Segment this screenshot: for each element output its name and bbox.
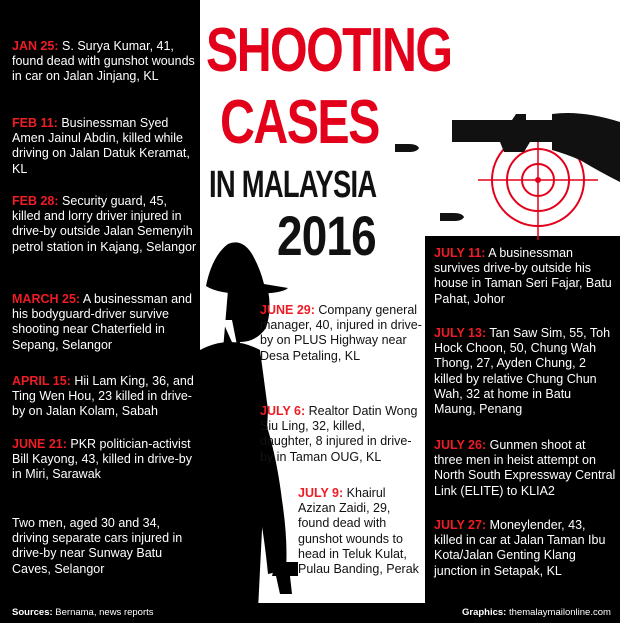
case-text: Moneylender, 43, killed in car at Jalan Taman Ibu Kota/Jalan Genting Klang junction in Setapak, KL (434, 518, 606, 578)
case-date: APRIL 15: (12, 374, 71, 388)
sources-label: Sources: (12, 607, 53, 618)
case-entry (12, 516, 197, 577)
case-entry (12, 194, 197, 255)
case-text: PKR politician-activist Bill Kayong, 43, killed in drive-by in Miri, Sarawak (12, 437, 192, 482)
title-line-1: SHOOTING (206, 16, 452, 85)
sources-credit (12, 607, 154, 618)
case-date: MARCH 25: (12, 292, 81, 306)
case-date: JAN 25: (12, 39, 59, 53)
graphics-text: themalaymailonline.com (509, 607, 611, 618)
case-text: S. Surya Kumar, 41, found dead with gunshot wounds in car on Jalan Jinjang, KL (12, 39, 195, 84)
sources-text: Bernama, news reports (55, 607, 154, 618)
case-text: Hii Lam King, 36, and Ting Wen Hou, 23 killed in drive-by on Jalan Kolam, Sabah (12, 374, 194, 419)
case-entry (434, 326, 616, 417)
case-date: JULY 11: (434, 246, 486, 260)
case-date: JULY 9: (298, 486, 344, 500)
graphics-credit (462, 607, 611, 618)
case-text: Company general manager, 40, injured in drive-by on PLUS Highway near Desa Petaling, KL (260, 303, 422, 363)
case-text: Tan Saw Sim, 55, Toh Hock Choon, 50, Chung Wah Thong, 27, Ayden Chung, 2 killed by relative Chung Chun Wah, 32 at home in Batu Maung, Penang (434, 326, 611, 417)
case-text: Gunmen shoot at three men in heist attempt on North South Expressway Central Link (ELITE) to KLIA2 (434, 438, 616, 498)
title-year: 2016 (277, 204, 376, 267)
case-text: Businessman Syed Amen Jainul Abdin, killed while driving on Jalan Datuk Keramat, KL (12, 116, 190, 176)
case-text: A businessman survives drive-by outside his house in Taman Seri Fajar, Batu Pahat, Johor (434, 246, 612, 306)
case-entry (434, 518, 616, 579)
case-text: Realtor Datin Wong Siu Ling, 32, killed, daughter, 8 injured in drive-by in Taman OUG, KL (260, 404, 418, 464)
case-text: Two men, aged 30 and 34, driving separate cars injured in drive-by near Sunway Batu Caves, Selangor (12, 516, 183, 576)
case-date: FEB 11: (12, 116, 58, 130)
case-date: JULY 6: (260, 404, 306, 418)
case-date: JULY 27: (434, 518, 487, 532)
case-entry (12, 437, 197, 483)
case-entry (12, 116, 197, 177)
case-entry (12, 292, 197, 353)
case-entry (260, 303, 422, 364)
title-line-2: CASES (220, 88, 379, 157)
case-date: JULY 13: (434, 326, 487, 340)
case-entry (12, 374, 197, 420)
case-date: JULY 26: (434, 438, 487, 452)
title-line-3: IN MALAYSIA (209, 164, 377, 206)
case-date: FEB 28: (12, 194, 59, 208)
case-entry (260, 404, 420, 465)
case-text: Security guard, 45, killed and lorry driver injured in drive-by outside Jalan Semenyih petrol station in Kajang, Selangor (12, 194, 197, 254)
graphics-label: Graphics: (462, 607, 507, 618)
case-entry (298, 486, 422, 577)
case-entry (434, 246, 616, 307)
case-date: JUNE 29: (260, 303, 315, 317)
case-date: JUNE 21: (12, 437, 67, 451)
case-text: Khairul Azizan Zaidi, 29, found dead with gunshot wounds to head in Teluk Kulat, Pulau Banding, Perak (298, 486, 419, 577)
case-entry (434, 438, 616, 499)
case-entry (12, 39, 197, 85)
case-text: A businessman and his bodyguard-driver survive shooting near Chaterfield in Sepang, Selangor (12, 292, 192, 352)
